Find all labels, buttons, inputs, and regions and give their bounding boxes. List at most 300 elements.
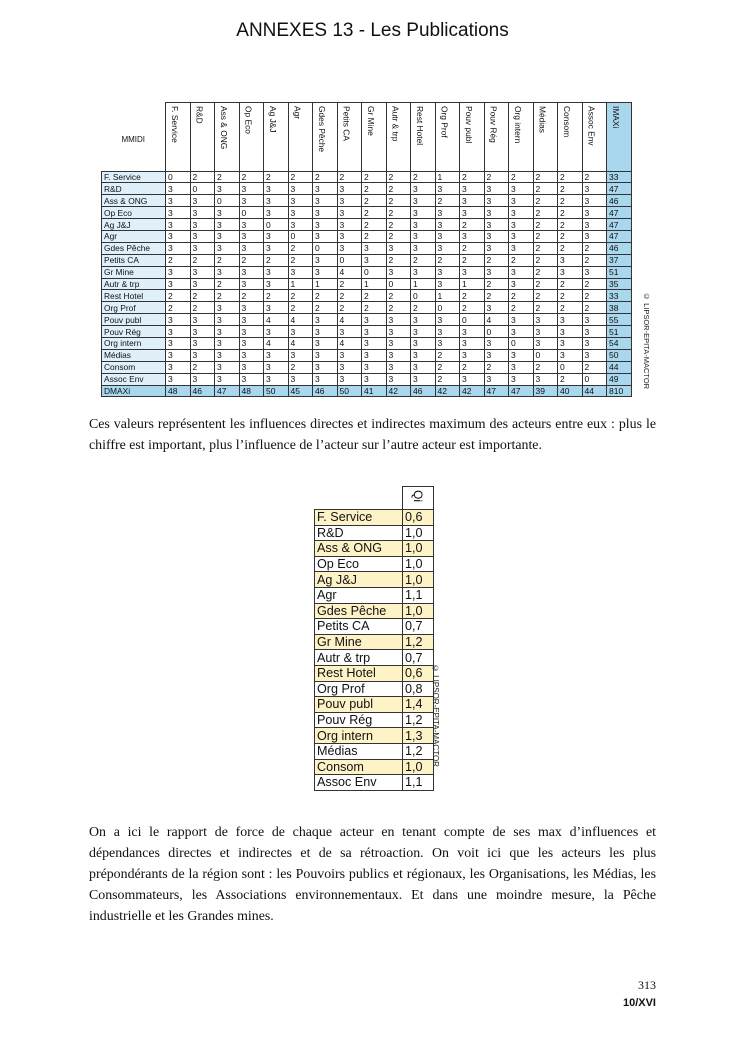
matrix-corner-label: MMIDI [121,135,146,144]
matrix-cell: 3 [411,266,436,278]
matrix-cell: 2 [460,219,485,231]
matrix-cell: 2 [582,254,607,266]
matrix-cell: 3 [288,373,313,385]
matrix-cell: 2 [362,302,387,314]
matrix-row [102,361,632,373]
matrix-cell: 2 [215,171,240,183]
matrix-row-sum: 51 [607,326,632,338]
matrix-cell: 3 [239,361,264,373]
matrix-cell: 2 [435,254,460,266]
matrix-cell: 3 [264,326,289,338]
matrix-col-header-label: Médias [537,106,548,133]
matrix-cell: 3 [215,242,240,254]
qi-row-value: 1,1 [403,587,434,603]
qi-row [315,634,434,650]
matrix-row-label: Ass & ONG [102,195,166,207]
matrix-col-header-label: Gr Mine [366,106,376,136]
matrix-cell: 3 [484,302,509,314]
matrix-cell: 2 [484,278,509,290]
matrix-cell: 3 [190,266,215,278]
matrix-cell: 3 [166,242,191,254]
matrix-row-sum: 51 [607,266,632,278]
matrix-row-label: Petits CA [102,254,166,266]
matrix-cell: 3 [509,266,534,278]
matrix-cell: 3 [264,183,289,195]
matrix-cell: 3 [411,195,436,207]
matrix-cell: 4 [337,266,362,278]
matrix-row-sum: 55 [607,314,632,326]
matrix-row-sum: 49 [607,373,632,385]
matrix-col-header-label: Gdes Pêche [317,106,327,153]
qi-row-value: 1,2 [403,743,434,759]
matrix-cell: 2 [558,219,583,231]
qi-row-value: 0,6 [403,510,434,526]
qi-row [315,650,434,666]
matrix-row [102,349,632,361]
matrix-cell: 3 [264,349,289,361]
matrix-cell: 3 [484,207,509,219]
matrix-cell: 3 [484,219,509,231]
matrix-cell: 2 [582,290,607,302]
matrix-row [102,254,632,266]
matrix-cell: 1 [313,278,338,290]
matrix-col-header [190,103,215,172]
matrix-cell: 0 [558,361,583,373]
matrix-cell: 3 [582,195,607,207]
matrix-col-header-label: R&D [194,106,205,124]
matrix-cell: 2 [509,171,534,183]
matrix-cell: 2 [411,254,436,266]
qi-row-label: Gr Mine [315,634,403,650]
matrix-cell: 0 [386,278,411,290]
matrix-cell: 3 [215,219,240,231]
matrix-cell: 2 [533,207,558,219]
matrix-cell: 3 [166,183,191,195]
qi-row-value: 1,0 [403,541,434,557]
matrix-cell: 3 [337,326,362,338]
matrix-cell: 4 [288,337,313,349]
matrix-row [102,278,632,290]
matrix-row-label: Org Prof [102,302,166,314]
matrix-header-row [102,103,632,172]
matrix-row [102,302,632,314]
matrix-cell: 47 [484,385,509,397]
matrix-cell: 3 [239,219,264,231]
qi-row [315,525,434,541]
qi-row-label: Assoc Env [315,775,403,791]
matrix-cell: 3 [460,207,485,219]
qi-row-label: Agr [315,587,403,603]
matrix-cell: 3 [215,230,240,242]
qi-row-label: Petits CA [315,619,403,635]
matrix-cell: 0 [166,171,191,183]
qi-row-label: Pouv publ [315,697,403,713]
matrix-cell: 3 [509,183,534,195]
matrix-cell: 2 [362,171,387,183]
qi-row-label: Autr & trp [315,650,403,666]
matrix-cell: 3 [264,266,289,278]
qi-row [315,587,434,603]
matrix-cell: 3 [288,219,313,231]
matrix-cell: 2 [460,254,485,266]
matrix-cell: 2 [239,254,264,266]
matrix-cell: 3 [509,373,534,385]
matrix-cell: 4 [264,337,289,349]
matrix-cell: 3 [509,207,534,219]
paragraph-qi-explanation: On a ici le rapport de force de chaque acteur en tenant compte de ses max d’influences et dépendances directes et indirectes et de sa rétroaction. On voit ici que les acteurs les plus prépondérants de la région sont : les Pouvoirs publics et régionaux, les Organisations, les Médias, les Consommateurs, les Associations environnementaux. Et dans une moindre mesure, la Pêche industrielle et les Grandes mines. [89,825,656,924]
matrix-cell: 2 [264,254,289,266]
matrix-cell: 2 [288,254,313,266]
matrix-cell: 0 [337,254,362,266]
matrix-cell: 3 [313,266,338,278]
qi-row-value: 1,2 [403,712,434,728]
matrix-cell: 0 [509,337,534,349]
matrix-cell: 3 [484,242,509,254]
matrix-row [102,326,632,338]
matrix-col-header [435,103,460,172]
matrix-cell: 3 [239,349,264,361]
matrix-cell: 3 [435,230,460,242]
qi-row-value: 1,3 [403,728,434,744]
matrix-cell: 3 [264,207,289,219]
matrix-cell: 2 [533,195,558,207]
matrix-col-header-label: Op Eco [243,106,254,134]
matrix-cell: 3 [558,337,583,349]
matrix-col-header [460,103,485,172]
matrix-cell: 3 [362,326,387,338]
copyright-qi: © LIPSOR-EPITA-MACTOR [431,664,440,767]
matrix-cell: 3 [533,314,558,326]
matrix-cell: 3 [215,207,240,219]
matrix-cell: 2 [582,171,607,183]
qi-row-label: Ag J&J [315,572,403,588]
matrix-cell: 3 [337,373,362,385]
matrix-cell: 3 [166,230,191,242]
matrix-col-header-label: Ass & ONG [219,106,229,150]
matrix-cell: 3 [460,230,485,242]
matrix-cell: 50 [264,385,289,397]
matrix-cell: 2 [435,349,460,361]
qi-row-label: Pouv Rég [315,712,403,728]
matrix-cell: 2 [337,302,362,314]
matrix-cell: 1 [435,171,460,183]
matrix-cell: 3 [239,337,264,349]
matrix-cell: 3 [337,242,362,254]
matrix-cell: 2 [460,242,485,254]
matrix-cell: 3 [484,266,509,278]
matrix-cell: 1 [411,278,436,290]
matrix-col-header [509,103,534,172]
matrix-cell: 3 [386,326,411,338]
matrix-cell: 2 [484,254,509,266]
matrix-row-label: Op Eco [102,207,166,219]
matrix-cell: 2 [558,207,583,219]
matrix-col-header-label: Petits CA [341,106,352,141]
matrix-row-sum: 46 [607,242,632,254]
matrix-cell: 2 [558,230,583,242]
matrix-cell: 2 [558,302,583,314]
matrix-cell: 3 [288,195,313,207]
matrix-cell: 48 [239,385,264,397]
matrix-col-header [239,103,264,172]
matrix-cell: 3 [239,266,264,278]
matrix-cell: 3 [362,314,387,326]
matrix-row-sum: 47 [607,230,632,242]
matrix-cell: 3 [215,349,240,361]
matrix-cell: 2 [313,290,338,302]
matrix-cell: 3 [509,278,534,290]
matrix-cell: 2 [533,302,558,314]
matrix-row-sum: 810 [607,385,632,397]
matrix-col-header-label: F. Service [170,106,180,143]
matrix-cell: 3 [435,183,460,195]
qi-row-label: R&D [315,525,403,541]
qi-header-label: Qi [411,490,425,502]
matrix-cell: 46 [411,385,436,397]
matrix-cell: 2 [386,219,411,231]
matrix-row-label: Gr Mine [102,266,166,278]
matrix-cell: 3 [215,314,240,326]
qi-row [315,556,434,572]
matrix-cell: 2 [435,195,460,207]
matrix-cell: 3 [558,266,583,278]
qi-row [315,743,434,759]
matrix-cell: 3 [313,361,338,373]
matrix-cell: 3 [509,242,534,254]
matrix-cell: 3 [190,326,215,338]
matrix-cell: 3 [386,337,411,349]
qi-row-value: 1,4 [403,697,434,713]
matrix-cell: 2 [533,266,558,278]
matrix-cell: 44 [582,385,607,397]
matrix-cell: 2 [288,302,313,314]
matrix-cell: 2 [509,254,534,266]
matrix-cell: 4 [484,314,509,326]
qi-row-label: Org intern [315,728,403,744]
matrix-cell: 45 [288,385,313,397]
matrix-cell: 3 [533,326,558,338]
matrix-row-sum: 33 [607,290,632,302]
matrix-cell: 3 [435,278,460,290]
matrix-cell: 3 [190,337,215,349]
matrix-cell: 2 [435,373,460,385]
matrix-cell: 3 [484,183,509,195]
matrix-cell: 2 [190,254,215,266]
qi-row [315,572,434,588]
matrix-cell: 3 [411,361,436,373]
qi-row [315,619,434,635]
matrix-cell: 3 [239,183,264,195]
qi-row-label: Gdes Pêche [315,603,403,619]
matrix-cell: 2 [558,242,583,254]
matrix-cell: 3 [460,349,485,361]
matrix-cell: 2 [386,195,411,207]
matrix-cell: 3 [313,230,338,242]
matrix-row [102,266,632,278]
matrix-cell: 3 [239,195,264,207]
matrix-cell: 47 [215,385,240,397]
matrix-cell: 40 [558,385,583,397]
matrix-cell: 2 [386,171,411,183]
matrix-cell: 3 [215,337,240,349]
matrix-cell: 3 [215,373,240,385]
matrix-cell: 3 [386,314,411,326]
matrix-cell: 2 [190,171,215,183]
matrix-cell: 46 [190,385,215,397]
qi-table [314,486,434,791]
qi-row-label: Org Prof [315,681,403,697]
matrix-cell: 0 [288,230,313,242]
matrix-cell: 3 [509,349,534,361]
matrix-row-label: Org intern [102,337,166,349]
matrix-cell: 3 [435,207,460,219]
qi-row-value: 1,0 [403,556,434,572]
matrix-cell: 2 [288,171,313,183]
matrix-row [102,195,632,207]
matrix-cell: 50 [337,385,362,397]
matrix-col-header [362,103,387,172]
matrix-cell: 3 [558,314,583,326]
matrix-col-header [215,103,240,172]
matrix-cell: 2 [484,171,509,183]
matrix-cell: 3 [411,242,436,254]
matrix-cell: 3 [484,230,509,242]
qi-row-value: 1,0 [403,759,434,775]
matrix-cell: 41 [362,385,387,397]
matrix-cell: 3 [411,314,436,326]
matrix-cell: 3 [362,242,387,254]
qi-row-value: 1,1 [403,775,434,791]
matrix-cell: 3 [239,278,264,290]
matrix-row-label: Consom [102,361,166,373]
matrix-cell: 3 [190,195,215,207]
matrix-cell: 2 [239,171,264,183]
matrix-cell: 2 [386,183,411,195]
matrix-row-label: Gdes Pêche [102,242,166,254]
qi-row-label: F. Service [315,510,403,526]
matrix-col-header [533,103,558,172]
matrix-col-header-label: Org intern [513,106,523,144]
matrix-col-header-label: Assoc Env [586,106,597,146]
matrix-cell: 2 [215,290,240,302]
matrix-cell: 3 [484,373,509,385]
matrix-cell: 2 [582,361,607,373]
matrix-cell: 2 [460,290,485,302]
matrix-cell: 2 [166,290,191,302]
qi-row-label: Op Eco [315,556,403,572]
matrix-cell: 3 [582,326,607,338]
matrix-cell: 3 [190,314,215,326]
matrix-cell: 3 [582,349,607,361]
matrix-cell: 3 [288,349,313,361]
matrix-cell: 0 [362,266,387,278]
matrix-cell: 4 [288,314,313,326]
matrix-cell: 3 [435,337,460,349]
matrix-cell: 3 [509,219,534,231]
matrix-row-sum: 47 [607,207,632,219]
matrix-row-sum: 44 [607,361,632,373]
matrix-cell: 2 [215,278,240,290]
copyright-matrix: © LIPSOR-EPITA-MACTOR [642,292,651,390]
qi-row [315,603,434,619]
matrix-cell: 3 [386,242,411,254]
matrix-cell: 0 [215,195,240,207]
matrix-cell: 2 [362,207,387,219]
qi-row [315,728,434,744]
matrix-cell: 3 [264,242,289,254]
matrix-cell: 2 [509,290,534,302]
matrix-cell: 2 [313,302,338,314]
qi-row-label: Médias [315,743,403,759]
matrix-cell: 3 [386,361,411,373]
matrix-cell: 2 [264,290,289,302]
matrix-cell: 3 [337,219,362,231]
matrix-cell: 2 [582,278,607,290]
qi-row [315,697,434,713]
qi-row [315,665,434,681]
matrix-cell: 4 [264,314,289,326]
matrix-cell: 3 [411,337,436,349]
matrix-row-label: Assoc Env [102,373,166,385]
matrix-cell: 3 [582,183,607,195]
matrix-cell: 3 [558,349,583,361]
matrix-cell: 3 [166,266,191,278]
matrix-cell: 3 [313,314,338,326]
matrix-total-row [102,385,632,397]
matrix-col-header [484,103,509,172]
matrix-cell: 3 [435,219,460,231]
matrix-col-header-label: Autr & trp [390,106,401,142]
matrix-cell: 3 [166,314,191,326]
matrix-cell: 0 [484,326,509,338]
matrix-cell: 3 [264,373,289,385]
matrix-cell: 2 [582,242,607,254]
matrix-cell: 2 [533,278,558,290]
matrix-row [102,207,632,219]
matrix-cell: 2 [166,302,191,314]
matrix-row-label: Pouv publ [102,314,166,326]
matrix-cell: 2 [558,171,583,183]
matrix-cell: 3 [509,230,534,242]
matrix-cell: 3 [313,373,338,385]
matrix-cell: 3 [288,183,313,195]
matrix-cell: 3 [411,207,436,219]
page-title: ANNEXES 13 - Les Publications [236,20,509,41]
qi-row [315,712,434,728]
matrix-cell: 3 [460,326,485,338]
matrix-cell: 0 [533,349,558,361]
matrix-cell: 2 [411,171,436,183]
matrix-col-header [337,103,362,172]
matrix-cell: 3 [166,373,191,385]
matrix-cell: 3 [509,314,534,326]
matrix-cell: 2 [190,302,215,314]
qi-row [315,681,434,697]
matrix-cell: 3 [460,337,485,349]
qi-row [315,775,434,791]
matrix-row-label: Rest Hotel [102,290,166,302]
matrix-cell: 3 [362,254,387,266]
qi-header-row [315,487,434,510]
matrix-col-header [313,103,338,172]
matrix-cell: 2 [460,171,485,183]
matrix-col-header [264,103,289,172]
matrix-row [102,314,632,326]
matrix-row [102,183,632,195]
matrix-cell: 3 [337,195,362,207]
matrix-col-header [386,103,411,172]
matrix-cell: 3 [288,326,313,338]
